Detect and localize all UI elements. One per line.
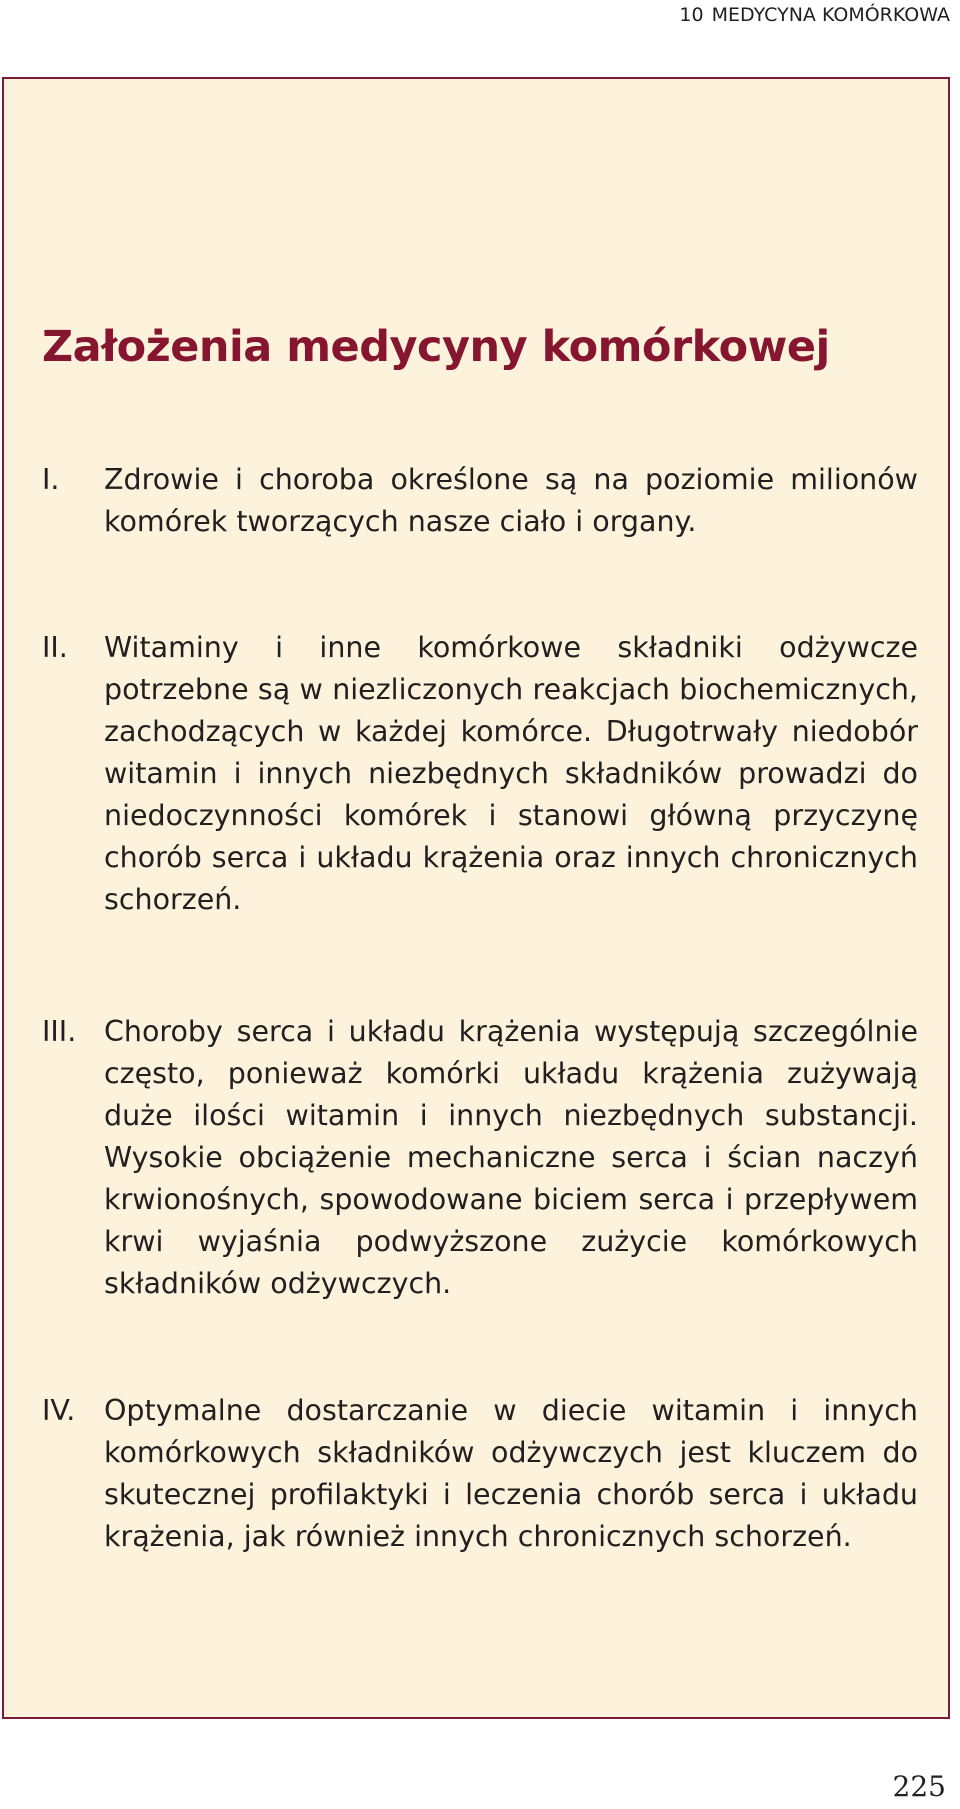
page-number: 225 bbox=[892, 1770, 946, 1803]
chapter-number: 10 bbox=[679, 4, 704, 26]
principle-item bbox=[42, 627, 918, 921]
principle-text: Optymalne dostarczanie w diecie witamin i innych komórkowych składników odżywczych jest kluczem do skutecznej profilaktyki i leczenia chorób serca i układu krążenia, jak również innych chronicznych schorzeń. bbox=[104, 1394, 918, 1553]
principle-item bbox=[42, 459, 918, 543]
running-header bbox=[679, 4, 950, 26]
principle-numeral: I. bbox=[42, 463, 60, 496]
principle-text: Zdrowie i choroba określone są na poziomie milionów komórek tworzących nasze ciało i organy. bbox=[104, 463, 918, 538]
chapter-title: MEDYCYNA KOMÓRKOWA bbox=[711, 4, 950, 26]
principle-item bbox=[42, 1390, 918, 1558]
principle-item bbox=[42, 1011, 918, 1305]
principle-numeral: III. bbox=[42, 1015, 77, 1048]
principle-text: Choroby serca i układu krążenia występują szczególnie często, ponieważ komórki układu krążenia zużywają duże ilości witamin i innych niezbędnych substancji. Wysokie obciążenie mechaniczne serca i ścian naczyń krwionośnych, spowodowane biciem serca i przepływem krwi wyjaśnia podwyższone zużycie komórkowych składników odżywczych. bbox=[104, 1015, 918, 1300]
principle-numeral: II. bbox=[42, 631, 68, 664]
panel-title: Założenia medycyny komórkowej bbox=[42, 322, 830, 372]
principle-numeral: IV. bbox=[42, 1394, 76, 1427]
principles-panel bbox=[2, 77, 950, 1719]
principle-text: Witaminy i inne komórkowe składniki odżywcze potrzebne są w niezliczonych reakcjach biochemicznych, zachodzących w każdej komórce. Długotrwały niedobór witamin i innych niezbędnych składników prowadzi do niedoczynności komórek i stanowi główną przyczynę chorób serca i układu krążenia oraz innych chronicznych schorzeń. bbox=[104, 631, 918, 916]
